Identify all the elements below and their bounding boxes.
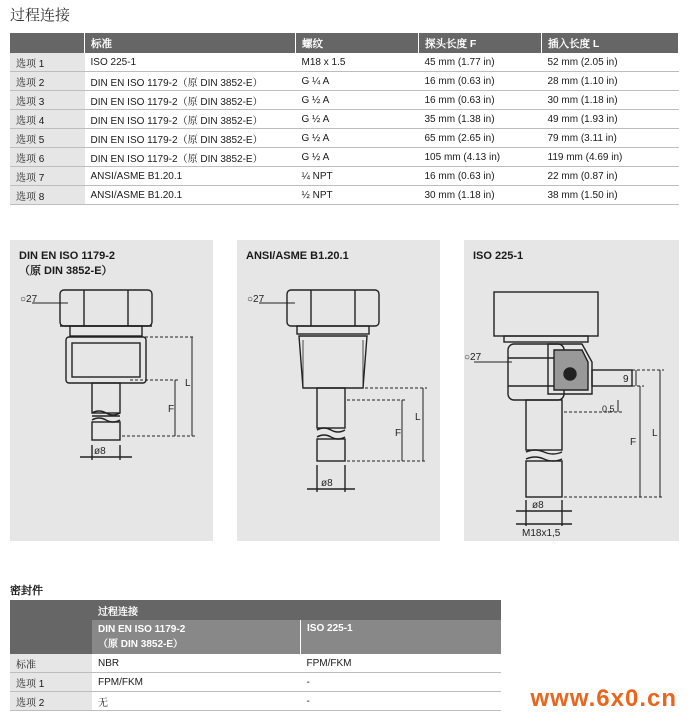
- table-header-cell: [10, 33, 85, 53]
- table-cell: 22 mm (0.87 in): [542, 167, 679, 186]
- thread-label: M18x1,5: [522, 528, 561, 539]
- dim-f-label: F: [395, 428, 402, 439]
- table-cell: 选项 6: [10, 148, 85, 167]
- table-cell: DIN EN ISO 1179-2（原 DIN 3852-E）: [85, 72, 296, 91]
- table-cell: 49 mm (1.93 in): [542, 110, 679, 129]
- table-cell: -: [301, 673, 502, 692]
- table-cell: 选项 2: [10, 72, 85, 91]
- table-cell: 选项 7: [10, 167, 85, 186]
- table-header-cell: 插入长度 L: [542, 33, 679, 53]
- table-cell: FPM/FKM: [301, 654, 502, 673]
- table-cell: 16 mm (0.63 in): [419, 72, 542, 91]
- table-cell: DIN EN ISO 1179-2（原 DIN 3852-E）: [85, 110, 296, 129]
- table-cell: 119 mm (4.69 in): [542, 148, 679, 167]
- table-cell: G ½ A: [296, 129, 419, 148]
- table-cell: M18 x 1.5: [296, 53, 419, 72]
- table-row: [10, 673, 501, 692]
- panel-title: ANSI/ASME B1.20.1: [246, 250, 349, 262]
- table-cell: 16 mm (0.63 in): [419, 91, 542, 110]
- table-cell: 65 mm (2.65 in): [419, 129, 542, 148]
- diameter-label: ø8: [94, 446, 106, 457]
- table-cell: G ¼ A: [296, 72, 419, 91]
- table-cell: 选项 4: [10, 110, 85, 129]
- table-row: [10, 110, 679, 129]
- seals-section-title: 密封件: [10, 585, 43, 597]
- table-cell: 选项 3: [10, 91, 85, 110]
- table-row: [10, 692, 501, 711]
- dim-l-label: L: [415, 412, 421, 423]
- table-cell: 45 mm (1.77 in): [419, 53, 542, 72]
- table-cell: 无: [92, 692, 301, 711]
- table-row: [10, 654, 501, 673]
- table-cell: 选项 8: [10, 186, 85, 205]
- ansi-fitting-drawing: [237, 240, 440, 541]
- seals-header-din: DIN EN ISO 1179-2 （原 DIN 3852-E）: [92, 620, 301, 654]
- table-cell: 选项 5: [10, 129, 85, 148]
- watermark: www.6x0.cn: [530, 685, 677, 712]
- table-cell: 标准: [10, 654, 92, 673]
- table-cell: 38 mm (1.50 in): [542, 186, 679, 205]
- table-cell: 35 mm (1.38 in): [419, 110, 542, 129]
- diameter-label: ø8: [532, 500, 544, 511]
- table-cell: 79 mm (3.11 in): [542, 129, 679, 148]
- table-row: [10, 53, 679, 72]
- table-cell: NBR: [92, 654, 301, 673]
- table-cell: 52 mm (2.05 in): [542, 53, 679, 72]
- hex-size-label: ○27: [247, 294, 265, 305]
- page-title: 过程连接: [10, 7, 71, 24]
- table-row: [10, 129, 679, 148]
- process-connection-table: [10, 33, 679, 205]
- table-row: [10, 148, 679, 167]
- table-cell: 30 mm (1.18 in): [419, 186, 542, 205]
- table-cell: 选项 1: [10, 53, 85, 72]
- table-cell: G ½ A: [296, 91, 419, 110]
- seals-header-process: 过程连接: [92, 600, 501, 620]
- seals-header-blank: [10, 600, 92, 654]
- table-cell: ANSI/ASME B1.20.1: [85, 186, 296, 205]
- table-cell: ½ NPT: [296, 186, 419, 205]
- table-cell: ISO 225-1: [85, 53, 296, 72]
- table-header-cell: 螺纹: [296, 33, 419, 53]
- dim-9-label: 9: [623, 374, 629, 385]
- drawing-panel-ansi: [237, 240, 440, 541]
- dim-05-label: 0,5: [602, 404, 615, 414]
- table-cell: ¼ NPT: [296, 167, 419, 186]
- table-cell: 30 mm (1.18 in): [542, 91, 679, 110]
- table-cell: 选项 2: [10, 692, 92, 711]
- dim-l-label: L: [185, 378, 191, 389]
- table-cell: -: [301, 692, 502, 711]
- table-cell: FPM/FKM: [92, 673, 301, 692]
- dim-l-label: L: [652, 428, 658, 439]
- table-cell: DIN EN ISO 1179-2（原 DIN 3852-E）: [85, 129, 296, 148]
- din-fitting-drawing: [10, 240, 213, 541]
- table-cell: 选项 1: [10, 673, 92, 692]
- table-header-cell: 标准: [85, 33, 296, 53]
- seals-header-iso: ISO 225-1: [301, 620, 502, 654]
- drawing-panel-din: [10, 240, 213, 541]
- seals-table: [10, 600, 501, 711]
- table-header-cell: 探头长度 F: [419, 33, 542, 53]
- table-cell: 16 mm (0.63 in): [419, 167, 542, 186]
- table-cell: G ½ A: [296, 110, 419, 129]
- panel-title: DIN EN ISO 1179-2 （原 DIN 3852-E）: [19, 250, 115, 277]
- diameter-label: ø8: [321, 478, 333, 489]
- table-cell: DIN EN ISO 1179-2（原 DIN 3852-E）: [85, 148, 296, 167]
- table-cell: DIN EN ISO 1179-2（原 DIN 3852-E）: [85, 91, 296, 110]
- table-cell: ANSI/ASME B1.20.1: [85, 167, 296, 186]
- table-row: [10, 186, 679, 205]
- table-row: [10, 72, 679, 91]
- panel-title: ISO 225-1: [473, 250, 524, 262]
- table-row: [10, 91, 679, 110]
- hex-size-label: ○27: [20, 294, 38, 305]
- table-cell: 105 mm (4.13 in): [419, 148, 542, 167]
- table-cell: G ½ A: [296, 148, 419, 167]
- dim-f-label: F: [630, 437, 637, 448]
- dim-f-label: F: [168, 404, 175, 415]
- table-row: [10, 167, 679, 186]
- iso-fitting-drawing: [464, 240, 679, 541]
- drawing-panel-iso: [464, 240, 679, 541]
- table-cell: 28 mm (1.10 in): [542, 72, 679, 91]
- table-header-row: [10, 33, 679, 53]
- hex-size-label: ○27: [464, 352, 482, 363]
